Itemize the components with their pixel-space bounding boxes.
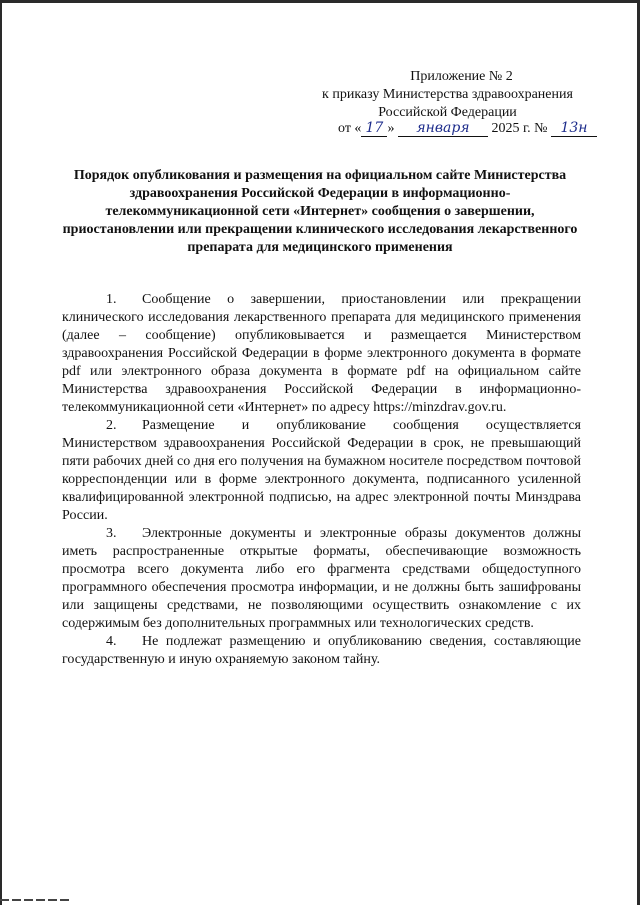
- appendix-header: [300, 68, 595, 122]
- date-year: 2025 г. №: [491, 121, 548, 136]
- paragraph-text: Сообщение о завершении, приостановлении или прекращении клинического исследования лекарственного препарата для медицинского применения (далее – сообщение) опубликовывается и размещается Министерством здравоохранения Российской Федерации в форме электронного документа в формате pdf или электронного образа документа в формате pdf на официальном сайте Министерства здравоохранения Российской Федерации в информационно-телекоммуникационной сети «Интернет» по адресу https://minzdrav.gov.ru.: [62, 292, 581, 415]
- paragraph-3: [62, 525, 581, 633]
- document-body: [62, 291, 581, 669]
- paragraph-text: Электронные документы и электронные образы документов должны иметь распространенные открытые форматы, обеспечивающие возможность просмотра всего документа либо его фрагмента средствами общедоступного программного обеспечения просмотра информации, и не должны быть зашифрованы или защищены средствами, не позволяющими осуществить ознакомление с их содержимым без дополнительных программных или технологических средств.: [62, 526, 581, 631]
- handwritten-order-number: 13н: [551, 120, 597, 137]
- document-title: Порядок опубликования и размещения на официальном сайте Министерства здравоохранения Российской Федерации в информационно-телекоммуникационной сети «Интернет» сообщения о завершении, приостановлении или прекращении клинического исследования лекарственного препарата для медицинского применения: [62, 168, 578, 255]
- paragraph-number: 1.: [106, 292, 117, 307]
- ministry-name: Российской Федерации: [378, 105, 517, 120]
- scan-border-top: [0, 0, 640, 3]
- scan-footer-mark: [0, 899, 72, 901]
- paragraph-number: 2.: [106, 418, 117, 433]
- order-date-line: [338, 119, 597, 139]
- paragraph-4: [62, 633, 581, 669]
- appendix-label: Приложение № 2: [410, 69, 513, 84]
- paragraph-number: 4.: [106, 634, 117, 649]
- paragraph-1: [62, 291, 581, 417]
- date-quote-close: »: [387, 121, 395, 136]
- handwritten-month: января: [398, 120, 488, 137]
- scan-border-left: [0, 0, 2, 905]
- paragraph-text: Не подлежат размещению и опубликованию сведения, составляющие государственную и иную охраняемую законом тайну.: [62, 634, 581, 667]
- paragraph-number: 3.: [106, 526, 117, 541]
- handwritten-day: 17: [361, 120, 387, 137]
- paragraph-text: Размещение и опубликование сообщения осуществляется Министерством здравоохранения Российской Федерации в срок, не превышающий пяти рабочих дней со дня его получения на бумажном носителе посредством почтовой корреспонденции или в форме электронного документа, подписанного усиленной квалифицированной электронной подписью, на адрес электронной почты Минздрава России.: [62, 418, 581, 523]
- order-reference: к приказу Министерства здравоохранения: [322, 87, 573, 102]
- paragraph-2: [62, 417, 581, 525]
- date-prefix: от «: [338, 121, 362, 136]
